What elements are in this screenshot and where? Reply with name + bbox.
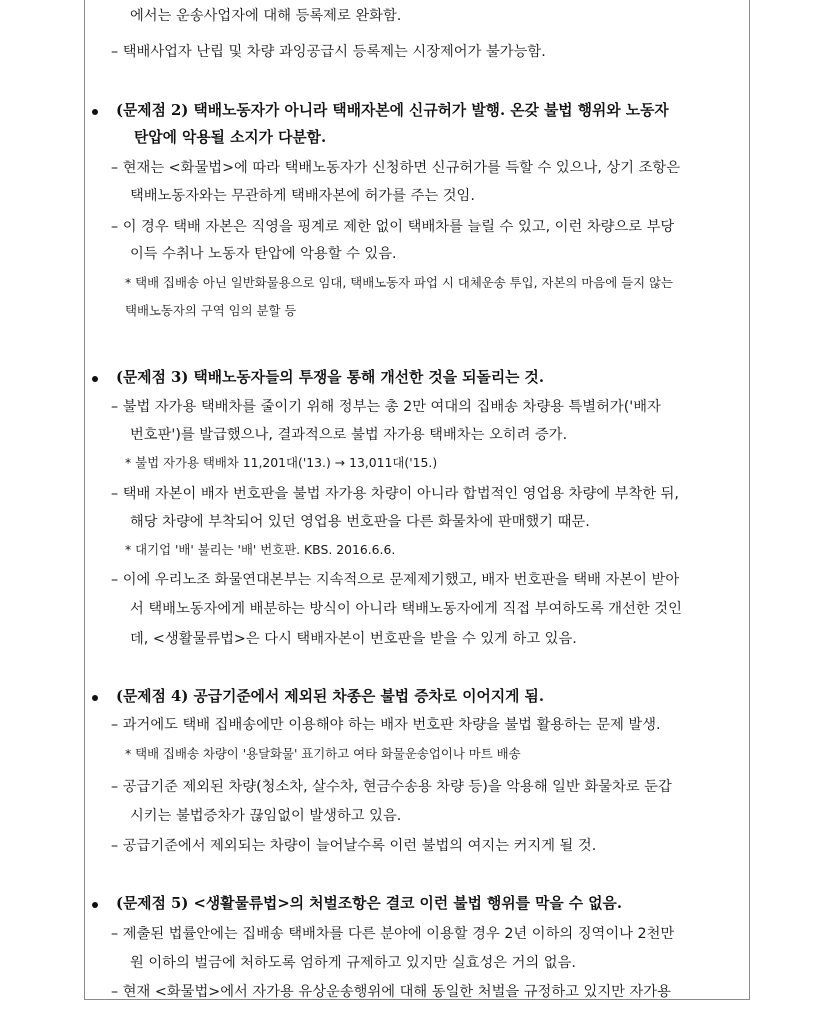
text-line: 서 택배노동자에게 배분하는 방식이 아니라 택배노동자에게 직접 부여하도록 개선한 것인 [130, 601, 682, 617]
section-heading: (문제점 2) 택배노동자가 아니라 택배자본에 신규허가 발행. 온갖 불법 행위와 노동자 [116, 102, 669, 119]
section-heading: 탄압에 악용될 소지가 다분함. [134, 129, 327, 146]
bullet-icon [92, 695, 98, 701]
bullet-icon [92, 109, 98, 115]
text-line: – 이에 우리노조 화물연대본부는 지속적으로 문제제기했고, 배자 번호판을 택배 자본이 받아 [111, 572, 680, 588]
text-line: 택배노동자와는 무관하게 택배자본에 허가를 주는 것임. [130, 188, 475, 204]
section-heading: (문제점 5) <생활물류법>의 처벌조항은 결코 이런 불법 행위를 막을 수 없음. [116, 895, 622, 912]
text-line: 시키는 불법증차가 끊임없이 발생하고 있음. [130, 808, 402, 824]
text-line: – 현재는 <화물법>에 따라 택배노동자가 신청하면 신규허가를 득할 수 있으나, 상기 조항은 [111, 160, 681, 176]
text-line: – 제출된 법률안에는 집배송 택배차를 다른 분야에 이용할 경우 2년 이하의 징역이나 2천만 [111, 926, 675, 942]
text-line: 이득 수취나 노동자 탄압에 악용할 수 있음. [130, 246, 397, 262]
text-line: 번호판')를 발급했으나, 결과적으로 불법 자가용 택배차는 오히려 증가. [130, 427, 568, 443]
text-line: – 택배 자본이 배자 번호판을 불법 자가용 차량이 아니라 합법적인 영업용 차량에 부착한 뒤, [111, 486, 679, 502]
bullet-icon [92, 902, 98, 908]
text-line: – 이 경우 택배 자본은 직영을 핑계로 제한 없이 택배차를 늘릴 수 있고, 이런 차량으로 부당 [111, 219, 675, 235]
text-line: – 불법 자가용 택배차를 줄이기 위해 정부는 총 2만 여대의 집배송 차량용 특별허가('배자 [111, 399, 661, 415]
text-line: 해당 차량에 부착되어 있던 영업용 번호판을 다른 화물차에 판매했기 때문. [130, 514, 590, 530]
text-line: 원 이하의 벌금에 처하도록 엄하게 규제하고 있지만 실효성은 거의 없음. [130, 955, 576, 971]
footnote: * 택배 집배송 아닌 일반화물용으로 임대, 택배노동자 파업 시 대체운송 투입, 자본의 마음에 들지 않는 [125, 275, 673, 290]
bullet-icon [92, 376, 98, 382]
footnote: * 불법 자가용 택배차 11,201대('13.) → 13,011대('15.) [125, 455, 438, 470]
section-heading: (문제점 3) 택배노동자들의 투쟁을 통해 개선한 것을 되돌리는 것. [116, 369, 545, 386]
text-line: – 택배사업자 난립 및 차량 과잉공급시 등록제는 시장제어가 불가능함. [111, 44, 546, 60]
text-line: – 공급기준에서 제외되는 차량이 늘어날수록 이런 불법의 여지는 커지게 될 것. [111, 838, 597, 854]
text-line: 에서는 운송사업자에 대해 등록제로 완화함. [130, 8, 402, 24]
text-line: – 과거에도 택배 집배송에만 이용해야 하는 배자 번호판 차량을 불법 활용하는 문제 발생. [111, 717, 661, 733]
footnote: * 택배 집배송 차량이 '용달화물' 표기하고 여타 화물운송업이나 마트 배송 [125, 746, 521, 761]
text-line: 데, <생활물류법>은 다시 택배자본이 번호판을 받을 수 있게 하고 있음. [130, 631, 577, 647]
text-line: – 공급기준 제외된 차량(청소차, 살수차, 현금수송용 차량 등)을 악용해 일반 화물차로 둔갑 [111, 779, 672, 795]
footnote: 택배노동자의 구역 임의 분할 등 [125, 303, 297, 318]
footnote: * 대기업 '배' 불리는 '배' 번호판. KBS. 2016.6.6. [125, 542, 396, 557]
section-heading: (문제점 4) 공급기준에서 제외된 차종은 불법 증차로 이어지게 됨. [116, 688, 545, 705]
text-line: – 현재 <화물법>에서 자가용 유상운송행위에 대해 동일한 처벌을 규정하고 있지만 자가용 [111, 984, 671, 1000]
